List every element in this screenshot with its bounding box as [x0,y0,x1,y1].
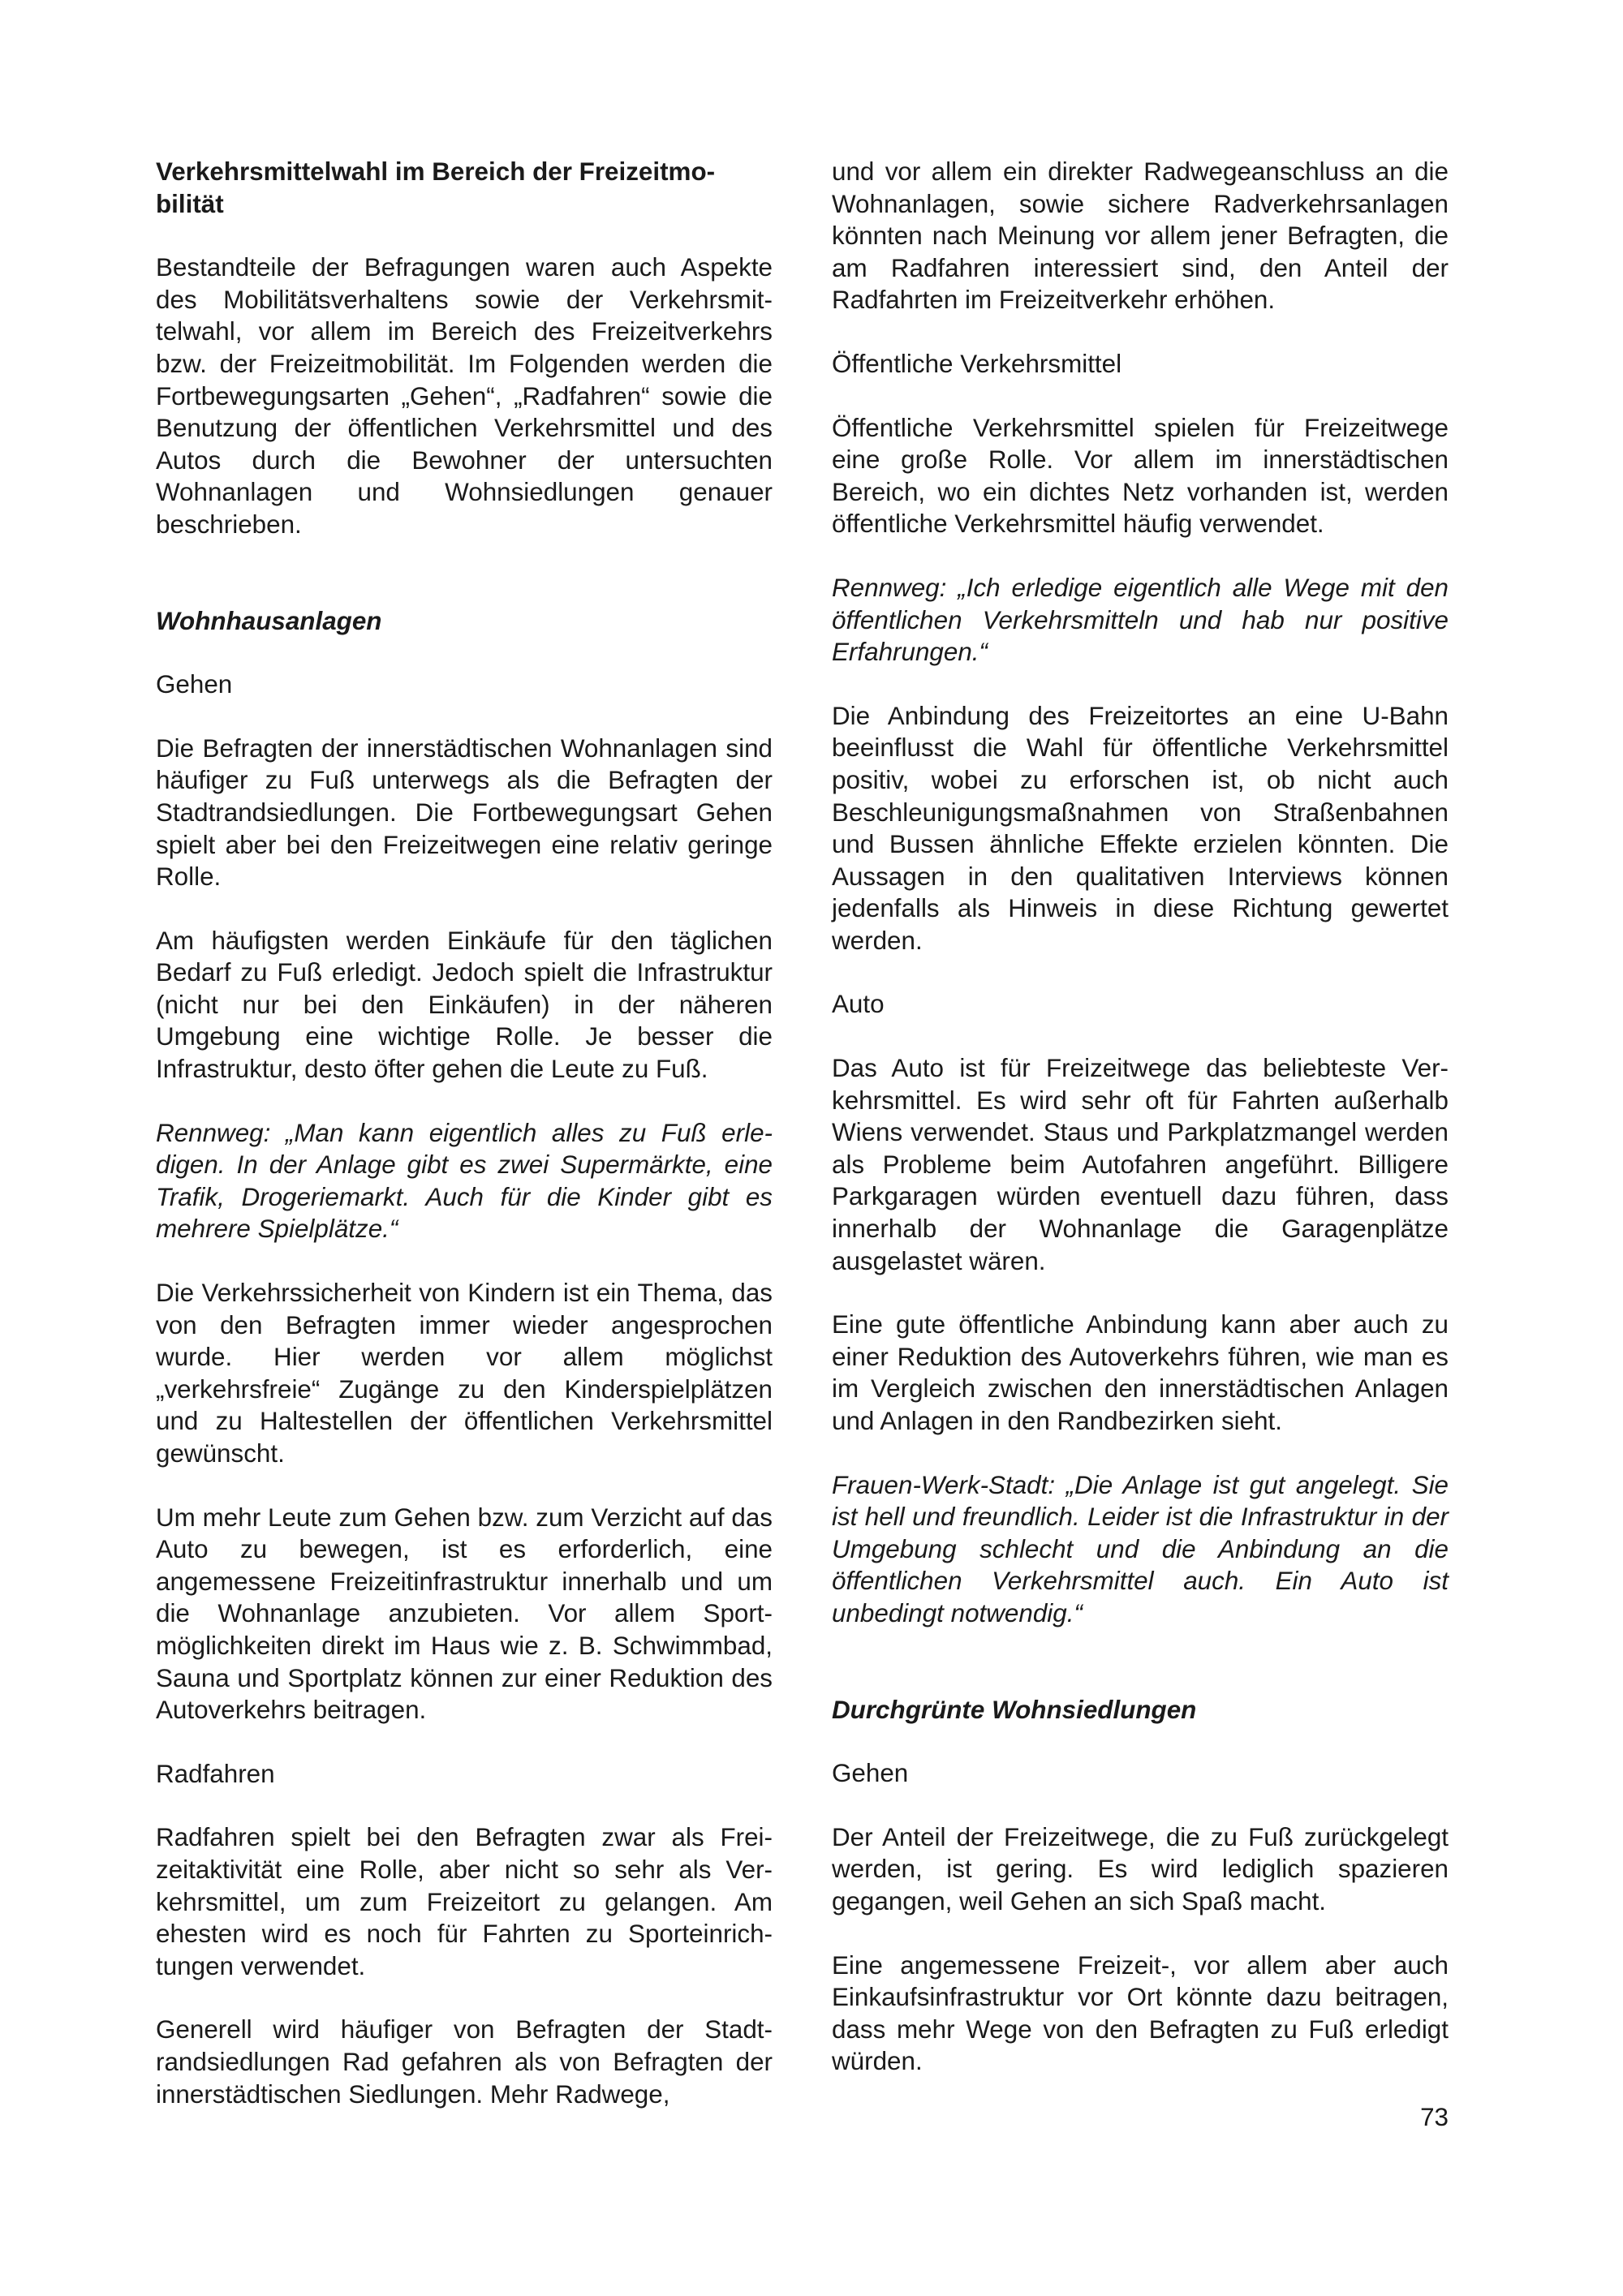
paragraph: Das Auto ist für Freizeitwege das beliebteste Verkehrsmittel. Es wird sehr oft für Fahrten außerhalb Wiens verwendet. Staus und Parkplatzmangel werden als Probleme beim Autofahren angeführt. Billigere Parkgaragen würden eventuell dazu führen, dass innerhalb der Wohnanlage die Garagenplätze ausgelastet wären. [832,1054,1449,1275]
section-heading-wohnhausanlagen: Wohnhausanlagen [156,606,382,635]
left-column [156,156,773,2142]
paragraph: Radfahren spielt bei den Befragten zwar als Freizeitaktivität eine Rolle, aber nicht so sehr als Verkehrsmittel, um zum Freizeitort zu gelangen. Am ehesten wird es noch für Fahrten zu Sporteinrichtungen verwendet. [156,1823,773,1980]
section-heading-durchgruente-wohnsiedlungen: Durchgrünte Wohnsiedlungen [832,1695,1197,1724]
article-title: Verkehrsmittelwahl im Bereich der Freizeitmobilität [156,157,716,218]
paragraph: Am häufigsten werden Einkäufe für den täglichen Bedarf zu Fuß erledigt. Jedoch spielt die Infrastruktur (nicht nur bei den Einkäufen) in der näheren Umgebung eine wichtige Rolle. Je besser die Infrastruktur, desto öfter gehen die Leute zu Fuß. [156,926,773,1084]
paragraph: Die Anbindung des Freizeitortes an eine U-Bahn beeinflusst die Wahl für öffentliche Verkehrsmittel positiv, wobei zu erforschen ist, ob nicht auch Beschleunigungsmaßnahmen von Straßenbahnen und Bussen ähnliche Effekte erzielen könnten. Die Aussagen in den qualitativen Interviews können jedenfalls als Hinweis in diese Richtung gewertet werden. [832,701,1449,955]
subheading-auto: Auto [832,990,885,1019]
interview-quote: Frauen-Werk-Stadt: „Die Anlage ist gut angelegt. Sie ist hell und freundlich. Leider ist die Infrastruktur in der Umgebung schlecht und die Anbindung an die öffentlichen Verkehrsmittel auch. Ein Auto ist unbedingt notwendig.“ [832,1470,1449,1627]
paragraph: Eine angemessene Freizeit-, vor allem aber auch Einkaufsinfrastruktur vor Ort könnte dazu beitragen, dass mehr Wege von den Befragten zu Fuß erledigt würden. [832,1950,1449,2076]
paragraph: Generell wird häufiger von Befragten der Stadtrandsiedlungen Rad gefahren als von Befragten der innerstädtischen Siedlungen. Mehr Radwege, [156,2015,773,2109]
subheading-gehen: Gehen [832,1759,909,1788]
paragraph: Eine gute öffentliche Anbindung kann aber auch zu einer Reduktion des Autoverkehrs führen, wie man es im Vergleich zwischen den innerstädtischen Anlagen und Anlagen in den Randbezirken sieht. [832,1310,1449,1435]
paragraph: und vor allem ein direkter Radwegeanschluss an die Wohnanlagen, sowie sichere Radverkehrsanlagen könnten nach Meinung vor allem jener Befragten, die am Radfahren interessiert sind, den Anteil der Radfahrten im Freizeitverkehr erhöhen. [832,157,1449,315]
page-number: 73 [1420,2103,1449,2131]
subheading-radfahren: Radfahren [156,1759,275,1788]
interview-quote: Rennweg: „Man kann eigentlich alles zu Fuß erledigen. In der Anlage gibt es zwei Supermärkte, eine Trafik, Drogeriemarkt. Auch für die Kinder gibt es mehrere Spielplätze.“ [156,1118,773,1244]
subheading-oeffentliche-verkehrsmittel: Öffentliche Verkehrsmittel [832,349,1122,378]
paragraph: Die Befragten der innerstädtischen Wohnanlagen sind häufiger zu Fuß unterwegs als die Befragten der Stadtrandsiedlungen. Die Fortbewegungsart Gehen spielt aber bei den Freizeitwegen eine relativ geringe Rolle. [156,733,773,892]
interview-quote: Rennweg: „Ich erledige eigentlich alle Wege mit den öffentlichen Verkehrsmitteln und hab nur positive Erfahrungen.“ [832,573,1449,667]
paragraph: Öffentliche Verkehrsmittel spielen für Freizeitwege eine große Rolle. Vor allem im innerstädtischen Bereich, wo ein dichtes Netz vorhanden ist, werden öffentliche Verkehrsmittel häufig verwendet. [832,413,1449,539]
paragraph: Die Verkehrssicherheit von Kindern ist ein Thema, das von den Befragten immer wieder angesprochen wurde. Hier werden vor allem möglichst „verkehrsfreie“ Zugänge zu den Kinderspielplätzen und zu Haltestellen der öffentlichen Verkehrsmittel gewünscht. [156,1279,773,1468]
paragraph: Um mehr Leute zum Gehen bzw. zum Verzicht auf das Auto zu bewegen, ist es erforderlich, eine angemessene Freizeitinfrastruktur innerhalb und um die Wohnanlage anzubieten. Vor allem Sportmöglichkeiten direkt im Haus wie z. B. Schwimmbad, Sauna und Sportplatz können zur einer Reduktion des Autoverkehrs beitragen. [156,1503,773,1725]
right-column [832,156,1449,2109]
subheading-gehen: Gehen [156,670,233,699]
paragraph: Der Anteil der Freizeitwege, die zu Fuß zurückgelegt werden, ist gering. Es wird lediglich spazieren gegangen, weil Gehen an sich Spaß macht. [832,1822,1449,1915]
intro-paragraph: Bestandteile der Befragungen waren auch Aspekte des Mobilitätsverhaltens sowie der Verkehrsmittelwahl, vor allem im Bereich des Freizeitverkehrs bzw. der Freizeitmobilität. Im Folgenden werden die Fortbewegungsarten „Gehen“, „Radfahren“ sowie die Benutzung der öffentlichen Verkehrsmittel und des Autos durch die Bewohner der untersuchten Wohnanlagen und Wohnsiedlungen genauer beschrieben. [156,253,773,539]
